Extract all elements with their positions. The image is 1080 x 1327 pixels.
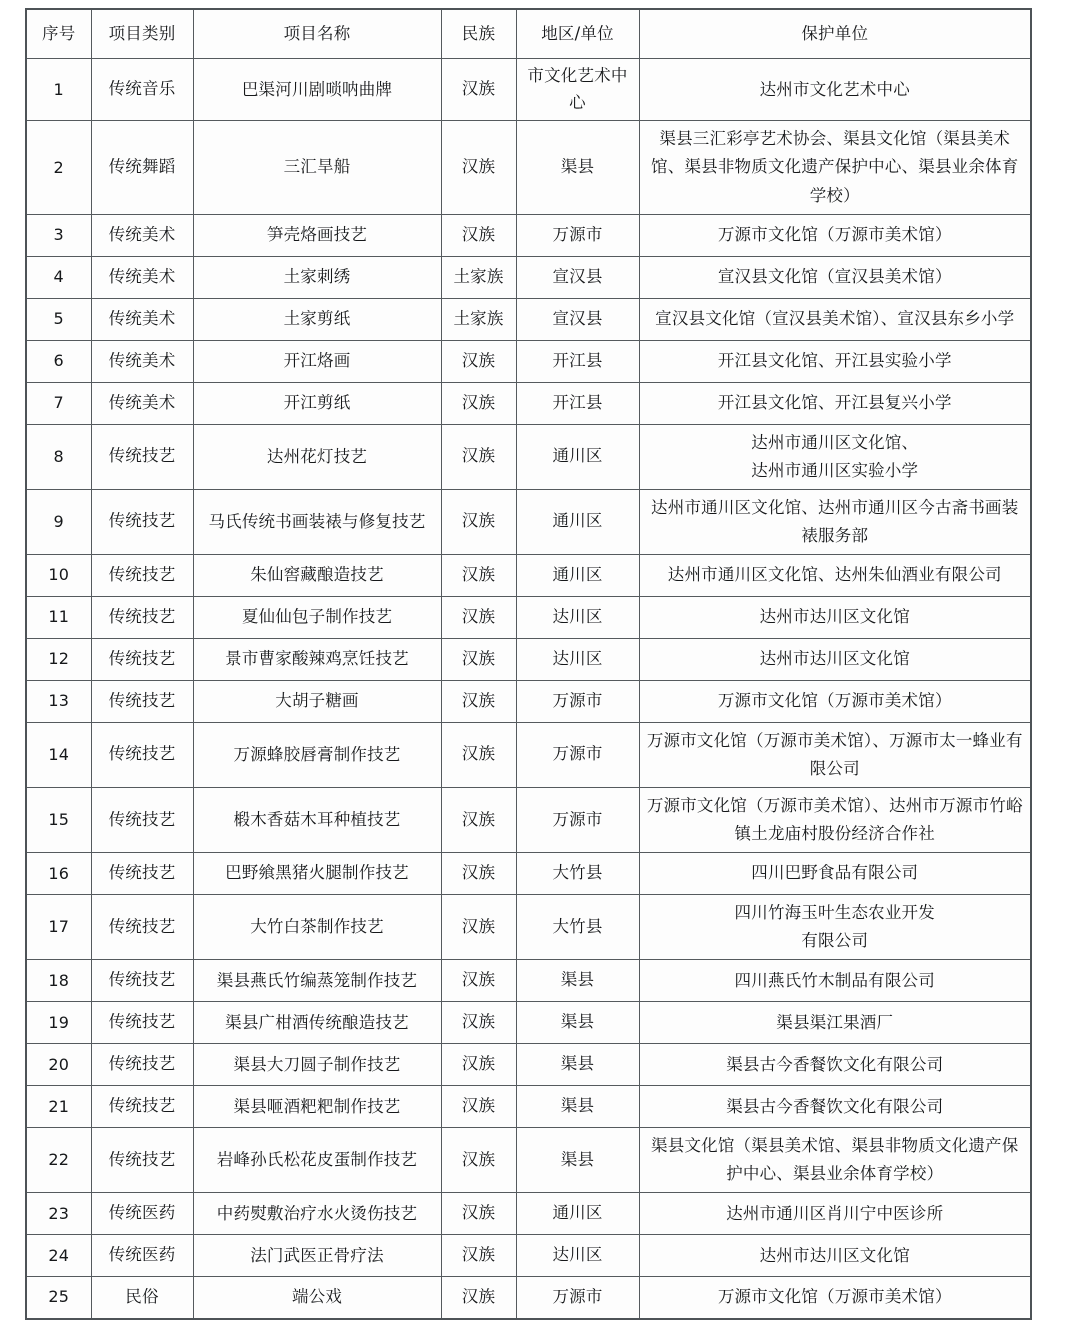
cell-seq: 18 <box>26 960 91 1002</box>
cell-unit: 达州市达川区文化馆 <box>639 1235 1031 1277</box>
cell-name: 大胡子糖画 <box>193 680 441 722</box>
table-row <box>26 59 1031 121</box>
cell-name: 夏仙仙包子制作技艺 <box>193 596 441 638</box>
cell-area: 开江县 <box>516 382 639 424</box>
cell-unit: 四川燕氏竹木制品有限公司 <box>639 960 1031 1002</box>
cell-cat: 传统技艺 <box>91 1002 193 1044</box>
cell-area: 渠县 <box>516 960 639 1002</box>
cell-unit: 达州市通川区肖川宁中医诊所 <box>639 1193 1031 1235</box>
cell-name: 万源蜂胶唇膏制作技艺 <box>193 722 441 787</box>
cell-eth: 汉族 <box>441 787 516 852</box>
cell-cat: 传统技艺 <box>91 1128 193 1193</box>
table-row <box>26 298 1031 340</box>
cell-eth: 汉族 <box>441 1235 516 1277</box>
cell-eth: 汉族 <box>441 596 516 638</box>
cell-area: 万源市 <box>516 680 639 722</box>
cell-unit: 万源市文化馆（万源市美术馆） <box>639 680 1031 722</box>
cell-area: 大竹县 <box>516 894 639 959</box>
cell-unit: 渠县三汇彩亭艺术协会、渠县文化馆（渠县美术馆、渠县非物质文化遗产保护中心、渠县业余体育学校） <box>639 121 1031 214</box>
cell-seq: 17 <box>26 894 91 959</box>
cell-area: 达川区 <box>516 1235 639 1277</box>
cell-area: 通川区 <box>516 554 639 596</box>
cell-unit: 万源市文化馆（万源市美术馆）、万源市太一蜂业有限公司 <box>639 722 1031 787</box>
table-row <box>26 214 1031 256</box>
cell-area: 市文化艺术中心 <box>516 59 639 121</box>
cell-name: 开江剪纸 <box>193 382 441 424</box>
cell-eth: 汉族 <box>441 1002 516 1044</box>
cell-cat: 传统技艺 <box>91 1086 193 1128</box>
cell-seq: 5 <box>26 298 91 340</box>
cell-seq: 25 <box>26 1277 91 1319</box>
cell-name: 中药熨敷治疗水火烫伤技艺 <box>193 1193 441 1235</box>
cell-cat: 传统美术 <box>91 256 193 298</box>
cell-eth: 汉族 <box>441 1086 516 1128</box>
cell-cat: 传统医药 <box>91 1193 193 1235</box>
cell-cat: 传统舞蹈 <box>91 121 193 214</box>
cell-name: 法门武医正骨疗法 <box>193 1235 441 1277</box>
column-header-ethnicity: 民族 <box>441 9 516 59</box>
column-header-protection-unit: 保护单位 <box>639 9 1031 59</box>
cell-cat: 传统技艺 <box>91 638 193 680</box>
table-row <box>26 382 1031 424</box>
table-row <box>26 638 1031 680</box>
cell-unit: 达州市通川区文化馆、达州市通川区今古斋书画装裱服务部 <box>639 489 1031 554</box>
cell-area: 达川区 <box>516 596 639 638</box>
table-row <box>26 596 1031 638</box>
cell-area: 通川区 <box>516 489 639 554</box>
cell-unit: 渠县文化馆（渠县美术馆、渠县非物质文化遗产保护中心、渠县业余体育学校） <box>639 1128 1031 1193</box>
cell-seq: 8 <box>26 424 91 489</box>
cell-eth: 汉族 <box>441 722 516 787</box>
cell-eth: 汉族 <box>441 121 516 214</box>
cell-eth: 汉族 <box>441 554 516 596</box>
cell-seq: 1 <box>26 59 91 121</box>
table-row <box>26 894 1031 959</box>
cell-eth: 汉族 <box>441 894 516 959</box>
cell-eth: 汉族 <box>441 382 516 424</box>
cell-cat: 传统技艺 <box>91 852 193 894</box>
column-header-project-name: 项目名称 <box>193 9 441 59</box>
table-row <box>26 680 1031 722</box>
cell-unit: 达州市通川区文化馆、 达州市通川区实验小学 <box>639 424 1031 489</box>
cell-seq: 4 <box>26 256 91 298</box>
cell-unit: 万源市文化馆（万源市美术馆）、达州市万源市竹峪镇土龙庙村股份经济合作社 <box>639 787 1031 852</box>
cell-seq: 3 <box>26 214 91 256</box>
cell-name: 土家刺绣 <box>193 256 441 298</box>
cell-eth: 汉族 <box>441 852 516 894</box>
cell-cat: 传统技艺 <box>91 1044 193 1086</box>
cell-area: 万源市 <box>516 214 639 256</box>
table-row <box>26 1002 1031 1044</box>
cell-name: 端公戏 <box>193 1277 441 1319</box>
cell-cat: 传统音乐 <box>91 59 193 121</box>
cell-name: 椴木香菇木耳种植技艺 <box>193 787 441 852</box>
table-row <box>26 960 1031 1002</box>
cell-name: 渠县咂酒粑粑制作技艺 <box>193 1086 441 1128</box>
cell-eth: 汉族 <box>441 638 516 680</box>
cell-eth: 土家族 <box>441 256 516 298</box>
cell-area: 宣汉县 <box>516 298 639 340</box>
cell-seq: 22 <box>26 1128 91 1193</box>
cell-seq: 12 <box>26 638 91 680</box>
table-row <box>26 1193 1031 1235</box>
cell-seq: 10 <box>26 554 91 596</box>
cell-unit: 渠县古今香餐饮文化有限公司 <box>639 1086 1031 1128</box>
cell-seq: 24 <box>26 1235 91 1277</box>
table-row <box>26 340 1031 382</box>
cell-eth: 汉族 <box>441 960 516 1002</box>
table-body <box>26 59 1031 1319</box>
cell-eth: 汉族 <box>441 1044 516 1086</box>
table-row <box>26 852 1031 894</box>
cell-area: 万源市 <box>516 1277 639 1319</box>
cell-eth: 土家族 <box>441 298 516 340</box>
cell-cat: 传统技艺 <box>91 489 193 554</box>
cell-eth: 汉族 <box>441 1193 516 1235</box>
cell-seq: 23 <box>26 1193 91 1235</box>
cell-seq: 14 <box>26 722 91 787</box>
cell-name: 景市曹家酸辣鸡烹饪技艺 <box>193 638 441 680</box>
cell-seq: 9 <box>26 489 91 554</box>
cell-area: 渠县 <box>516 1044 639 1086</box>
cell-cat: 传统技艺 <box>91 680 193 722</box>
cell-name: 马氏传统书画装裱与修复技艺 <box>193 489 441 554</box>
cell-seq: 2 <box>26 121 91 214</box>
cell-eth: 汉族 <box>441 340 516 382</box>
column-header-category: 项目类别 <box>91 9 193 59</box>
table-row <box>26 787 1031 852</box>
cell-name: 渠县大刀圆子制作技艺 <box>193 1044 441 1086</box>
cell-area: 通川区 <box>516 424 639 489</box>
cell-seq: 6 <box>26 340 91 382</box>
cell-name: 笋壳烙画技艺 <box>193 214 441 256</box>
table-row <box>26 424 1031 489</box>
cell-cat: 民俗 <box>91 1277 193 1319</box>
cell-seq: 7 <box>26 382 91 424</box>
cell-name: 朱仙窖藏酿造技艺 <box>193 554 441 596</box>
cell-seq: 19 <box>26 1002 91 1044</box>
cell-cat: 传统技艺 <box>91 787 193 852</box>
cell-unit: 开江县文化馆、开江县复兴小学 <box>639 382 1031 424</box>
cell-name: 巴渠河川剧唢呐曲牌 <box>193 59 441 121</box>
cell-name: 三汇旱船 <box>193 121 441 214</box>
cell-area: 渠县 <box>516 1002 639 1044</box>
cell-seq: 20 <box>26 1044 91 1086</box>
cell-eth: 汉族 <box>441 59 516 121</box>
cell-cat: 传统美术 <box>91 382 193 424</box>
cell-seq: 15 <box>26 787 91 852</box>
cell-name: 土家剪纸 <box>193 298 441 340</box>
cell-unit: 达州市达川区文化馆 <box>639 596 1031 638</box>
cell-unit: 宣汉县文化馆（宣汉县美术馆） <box>639 256 1031 298</box>
cell-name: 渠县燕氏竹编蒸笼制作技艺 <box>193 960 441 1002</box>
cell-name: 渠县广柑酒传统酿造技艺 <box>193 1002 441 1044</box>
cell-cat: 传统技艺 <box>91 554 193 596</box>
table-row <box>26 554 1031 596</box>
cell-unit: 渠县古今香餐饮文化有限公司 <box>639 1044 1031 1086</box>
cell-area: 大竹县 <box>516 852 639 894</box>
table-row <box>26 722 1031 787</box>
table-row <box>26 1086 1031 1128</box>
table-row <box>26 1128 1031 1193</box>
cell-cat: 传统技艺 <box>91 722 193 787</box>
cell-area: 万源市 <box>516 722 639 787</box>
cell-eth: 汉族 <box>441 214 516 256</box>
cell-unit: 四川巴野食品有限公司 <box>639 852 1031 894</box>
cell-unit: 万源市文化馆（万源市美术馆） <box>639 214 1031 256</box>
cell-cat: 传统技艺 <box>91 596 193 638</box>
cell-cat: 传统美术 <box>91 214 193 256</box>
cell-unit: 达州市达川区文化馆 <box>639 638 1031 680</box>
cell-name: 巴野飨黑猪火腿制作技艺 <box>193 852 441 894</box>
table-row <box>26 1044 1031 1086</box>
cell-seq: 21 <box>26 1086 91 1128</box>
cell-unit: 开江县文化馆、开江县实验小学 <box>639 340 1031 382</box>
cell-cat: 传统技艺 <box>91 894 193 959</box>
cell-unit: 万源市文化馆（万源市美术馆） <box>639 1277 1031 1319</box>
cell-name: 岩峰孙氏松花皮蛋制作技艺 <box>193 1128 441 1193</box>
cell-seq: 13 <box>26 680 91 722</box>
cell-seq: 11 <box>26 596 91 638</box>
cell-area: 通川区 <box>516 1193 639 1235</box>
cell-eth: 汉族 <box>441 424 516 489</box>
cell-unit: 渠县渠江果酒厂 <box>639 1002 1031 1044</box>
cell-eth: 汉族 <box>441 680 516 722</box>
table-row <box>26 1277 1031 1319</box>
cell-eth: 汉族 <box>441 1128 516 1193</box>
cell-area: 万源市 <box>516 787 639 852</box>
cell-seq: 16 <box>26 852 91 894</box>
column-header-area-unit: 地区/单位 <box>516 9 639 59</box>
cell-cat: 传统美术 <box>91 340 193 382</box>
table-header <box>26 9 1031 59</box>
cell-cat: 传统技艺 <box>91 424 193 489</box>
cell-unit: 四川竹海玉叶生态农业开发 有限公司 <box>639 894 1031 959</box>
column-header-seq: 序号 <box>26 9 91 59</box>
cell-name: 达州花灯技艺 <box>193 424 441 489</box>
cell-name: 开江烙画 <box>193 340 441 382</box>
cell-unit: 达州市通川区文化馆、达州朱仙酒业有限公司 <box>639 554 1031 596</box>
cell-cat: 传统医药 <box>91 1235 193 1277</box>
cell-eth: 汉族 <box>441 1277 516 1319</box>
cell-area: 渠县 <box>516 1128 639 1193</box>
table-header-row <box>26 9 1031 59</box>
cell-area: 渠县 <box>516 121 639 214</box>
cell-unit: 宣汉县文化馆（宣汉县美术馆）、宣汉县东乡小学 <box>639 298 1031 340</box>
cell-unit: 达州市文化艺术中心 <box>639 59 1031 121</box>
heritage-projects-table <box>25 8 1032 1320</box>
cell-area: 渠县 <box>516 1086 639 1128</box>
cell-area: 达川区 <box>516 638 639 680</box>
table-row <box>26 1235 1031 1277</box>
cell-area: 开江县 <box>516 340 639 382</box>
table-row <box>26 121 1031 214</box>
cell-eth: 汉族 <box>441 489 516 554</box>
cell-name: 大竹白茶制作技艺 <box>193 894 441 959</box>
cell-cat: 传统美术 <box>91 298 193 340</box>
cell-cat: 传统技艺 <box>91 960 193 1002</box>
table-row <box>26 489 1031 554</box>
table-row <box>26 256 1031 298</box>
cell-area: 宣汉县 <box>516 256 639 298</box>
